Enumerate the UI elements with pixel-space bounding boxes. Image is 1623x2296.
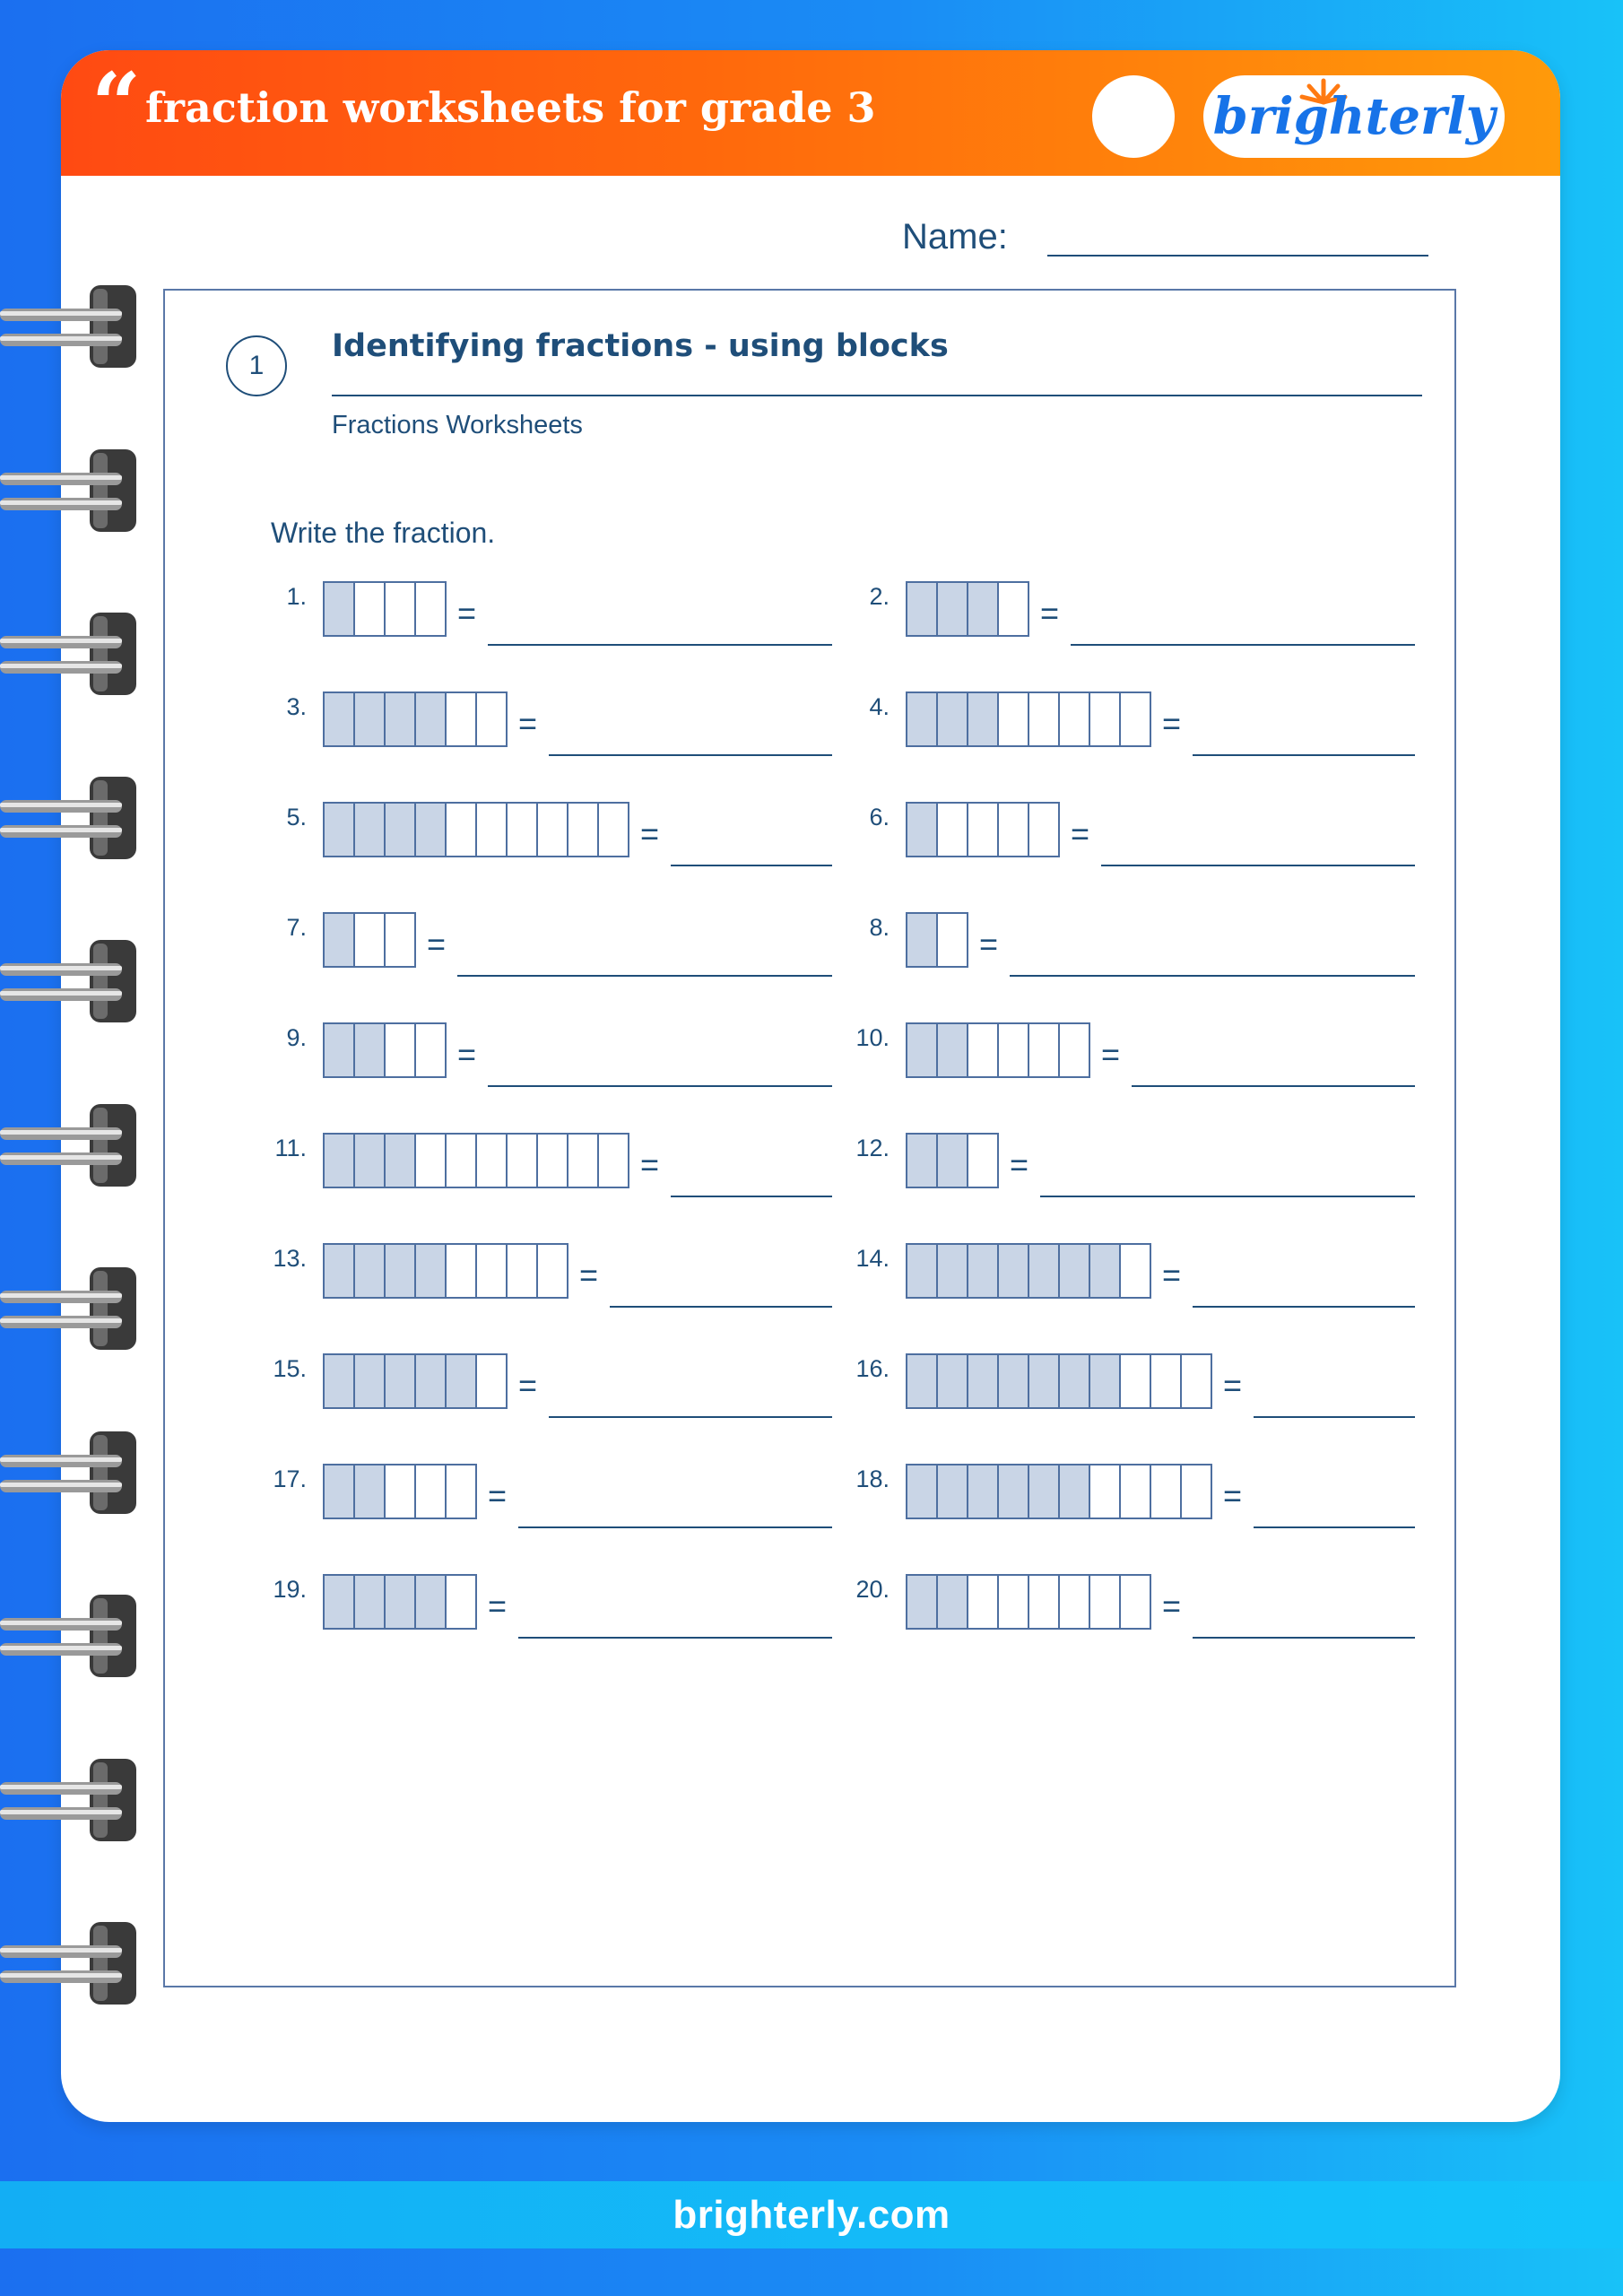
binding-ring-icon bbox=[0, 282, 143, 371]
shaded-block bbox=[906, 1464, 936, 1519]
problem-number: 12. bbox=[855, 1135, 890, 1161]
shaded-block bbox=[936, 691, 967, 747]
fraction-bar bbox=[906, 1464, 1212, 1519]
shaded-block bbox=[936, 1133, 967, 1188]
footer-website[interactable]: brighterly.com bbox=[673, 2193, 950, 2237]
equals-sign: = bbox=[518, 1367, 538, 1404]
problem-number: 5. bbox=[286, 804, 307, 831]
empty-block bbox=[353, 912, 384, 968]
binding-ring-icon bbox=[0, 1428, 143, 1518]
binding-ring-icon bbox=[0, 1918, 143, 2008]
shaded-block bbox=[967, 1353, 997, 1409]
empty-block bbox=[475, 802, 506, 857]
shaded-block bbox=[323, 691, 353, 747]
empty-block bbox=[1028, 691, 1058, 747]
shaded-block bbox=[1058, 1243, 1089, 1299]
empty-block bbox=[967, 1022, 997, 1078]
empty-block bbox=[997, 802, 1028, 857]
worksheet-title: fraction worksheets for grade 3 bbox=[145, 83, 876, 132]
shaded-block bbox=[997, 1353, 1028, 1409]
shaded-block bbox=[967, 1464, 997, 1519]
empty-block bbox=[1058, 1574, 1089, 1630]
fraction-bar bbox=[323, 1464, 477, 1519]
shaded-block bbox=[936, 1574, 967, 1630]
shaded-block bbox=[1028, 1243, 1058, 1299]
empty-block bbox=[967, 1133, 999, 1188]
instruction-text: Write the fraction. bbox=[271, 517, 496, 549]
brand-logo-text: brighterly bbox=[1212, 87, 1496, 146]
shaded-block bbox=[384, 802, 414, 857]
shaded-block bbox=[323, 581, 353, 637]
answer-field[interactable] bbox=[1010, 975, 1415, 977]
empty-block bbox=[353, 581, 384, 637]
shaded-block bbox=[414, 1574, 445, 1630]
problem-number: 14. bbox=[855, 1245, 890, 1272]
answer-field[interactable] bbox=[671, 865, 832, 866]
problem-number: 7. bbox=[286, 914, 307, 941]
empty-block bbox=[1089, 1574, 1119, 1630]
problem-number: 10. bbox=[855, 1024, 890, 1051]
shaded-block bbox=[445, 1353, 475, 1409]
fraction-bar bbox=[323, 1133, 629, 1188]
shaded-block bbox=[323, 1133, 353, 1188]
shaded-block bbox=[353, 1022, 384, 1078]
answer-field[interactable] bbox=[549, 1416, 832, 1418]
empty-block bbox=[1119, 1464, 1150, 1519]
answer-field[interactable] bbox=[1193, 1637, 1415, 1639]
empty-block bbox=[1028, 1022, 1058, 1078]
shaded-block bbox=[936, 1464, 967, 1519]
problem-number: 13. bbox=[273, 1245, 307, 1272]
empty-block bbox=[414, 581, 447, 637]
equals-sign: = bbox=[488, 1477, 508, 1514]
fraction-bar bbox=[323, 912, 416, 968]
fraction-bar bbox=[906, 1243, 1151, 1299]
answer-field[interactable] bbox=[610, 1306, 832, 1308]
empty-block bbox=[1028, 1574, 1058, 1630]
empty-block bbox=[414, 1133, 445, 1188]
equals-sign: = bbox=[640, 815, 660, 852]
shaded-block bbox=[1028, 1464, 1058, 1519]
shaded-block bbox=[323, 1353, 353, 1409]
shaded-block bbox=[353, 1133, 384, 1188]
name-field[interactable] bbox=[1047, 255, 1428, 257]
equals-sign: = bbox=[1223, 1367, 1243, 1404]
shaded-block bbox=[353, 1464, 384, 1519]
shaded-block bbox=[997, 1464, 1028, 1519]
empty-block bbox=[445, 802, 475, 857]
equals-sign: = bbox=[579, 1257, 599, 1293]
shaded-block bbox=[384, 1133, 414, 1188]
shaded-block bbox=[353, 1243, 384, 1299]
shaded-block bbox=[323, 1022, 353, 1078]
shaded-block bbox=[323, 912, 353, 968]
problem-number: 8. bbox=[869, 914, 890, 941]
fraction-bar bbox=[323, 802, 629, 857]
shaded-block bbox=[906, 1574, 936, 1630]
equals-sign: = bbox=[1223, 1477, 1243, 1514]
empty-block bbox=[506, 1133, 536, 1188]
answer-field[interactable] bbox=[1193, 1306, 1415, 1308]
problem-number: 15. bbox=[273, 1355, 307, 1382]
empty-block bbox=[1180, 1464, 1212, 1519]
empty-block bbox=[1058, 691, 1089, 747]
empty-block bbox=[1058, 1022, 1090, 1078]
problem-number: 18. bbox=[855, 1465, 890, 1492]
shaded-block bbox=[353, 802, 384, 857]
shaded-block bbox=[1089, 1243, 1119, 1299]
fraction-bar bbox=[906, 912, 968, 968]
problem-number: 3. bbox=[286, 693, 307, 720]
shaded-block bbox=[906, 1243, 936, 1299]
shaded-block bbox=[353, 691, 384, 747]
quote-icon: “ bbox=[91, 54, 142, 155]
problem-number: 6. bbox=[869, 804, 890, 831]
answer-field[interactable] bbox=[1071, 644, 1415, 646]
fraction-bar bbox=[323, 1353, 508, 1409]
equals-sign: = bbox=[457, 595, 477, 631]
shaded-block bbox=[906, 581, 936, 637]
section-divider bbox=[332, 395, 1422, 396]
empty-block bbox=[536, 802, 567, 857]
answer-field[interactable] bbox=[671, 1196, 832, 1197]
equals-sign: = bbox=[1071, 815, 1090, 852]
empty-block bbox=[506, 1243, 536, 1299]
shaded-block bbox=[353, 1574, 384, 1630]
answer-field[interactable] bbox=[488, 644, 832, 646]
answer-field[interactable] bbox=[1101, 865, 1415, 866]
empty-block bbox=[1119, 1574, 1151, 1630]
problem-number: 9. bbox=[286, 1024, 307, 1051]
empty-block bbox=[1089, 691, 1119, 747]
shaded-block bbox=[1058, 1464, 1089, 1519]
shaded-block bbox=[936, 1353, 967, 1409]
equals-sign: = bbox=[1040, 595, 1060, 631]
shaded-block bbox=[997, 1243, 1028, 1299]
empty-block bbox=[936, 802, 967, 857]
shaded-block bbox=[414, 1353, 445, 1409]
empty-block bbox=[475, 1353, 508, 1409]
shaded-block bbox=[323, 1464, 353, 1519]
shaded-block bbox=[384, 1243, 414, 1299]
empty-block bbox=[536, 1133, 567, 1188]
shaded-block bbox=[1089, 1353, 1119, 1409]
shaded-block bbox=[906, 802, 936, 857]
worksheet-card bbox=[61, 50, 1560, 2122]
equals-sign: = bbox=[427, 926, 447, 962]
shaded-block bbox=[967, 581, 997, 637]
answer-field[interactable] bbox=[457, 975, 832, 977]
shaded-block bbox=[906, 912, 936, 968]
equals-sign: = bbox=[518, 705, 538, 742]
empty-block bbox=[384, 1022, 414, 1078]
empty-block bbox=[1119, 1353, 1150, 1409]
binding-ring-icon bbox=[0, 1264, 143, 1353]
worksheet-header bbox=[61, 50, 1560, 176]
shaded-block bbox=[906, 1022, 936, 1078]
binding-ring-icon bbox=[0, 609, 143, 699]
empty-block bbox=[1119, 691, 1151, 747]
equals-sign: = bbox=[1162, 1587, 1182, 1624]
equals-sign: = bbox=[457, 1036, 477, 1073]
empty-block bbox=[445, 1464, 477, 1519]
answer-field[interactable] bbox=[488, 1085, 832, 1087]
equals-sign: = bbox=[640, 1146, 660, 1183]
empty-block bbox=[475, 1133, 506, 1188]
answer-field[interactable] bbox=[1040, 1196, 1415, 1197]
shaded-block bbox=[936, 1022, 967, 1078]
binding-ring-icon bbox=[0, 936, 143, 1026]
empty-block bbox=[475, 691, 508, 747]
empty-block bbox=[1119, 1243, 1151, 1299]
fraction-bar bbox=[323, 1243, 568, 1299]
header-circle-decoration bbox=[1092, 75, 1175, 158]
empty-block bbox=[597, 802, 629, 857]
empty-block bbox=[1150, 1353, 1180, 1409]
empty-block bbox=[445, 1243, 475, 1299]
problem-number: 2. bbox=[869, 583, 890, 610]
shaded-block bbox=[323, 1243, 353, 1299]
shaded-block bbox=[906, 691, 936, 747]
empty-block bbox=[1089, 1464, 1119, 1519]
shaded-block bbox=[1028, 1353, 1058, 1409]
fraction-bar bbox=[323, 1574, 477, 1630]
problem-number: 11. bbox=[274, 1135, 307, 1161]
empty-block bbox=[384, 1464, 414, 1519]
empty-block bbox=[967, 1574, 997, 1630]
shaded-block bbox=[414, 691, 445, 747]
fraction-bar bbox=[906, 1022, 1090, 1078]
empty-block bbox=[384, 581, 414, 637]
empty-block bbox=[445, 1574, 477, 1630]
binding-ring-icon bbox=[0, 1591, 143, 1681]
binding-ring-icon bbox=[0, 773, 143, 863]
equals-sign: = bbox=[1162, 705, 1182, 742]
shaded-block bbox=[353, 1353, 384, 1409]
equals-sign: = bbox=[1162, 1257, 1182, 1293]
empty-block bbox=[414, 1464, 445, 1519]
fraction-bar bbox=[906, 1574, 1151, 1630]
empty-block bbox=[997, 691, 1028, 747]
empty-block bbox=[567, 1133, 597, 1188]
problem-number: 20. bbox=[855, 1576, 890, 1603]
binding-ring-icon bbox=[0, 1755, 143, 1845]
section-number: 1 bbox=[226, 335, 287, 396]
empty-block bbox=[1150, 1464, 1180, 1519]
problem-number: 19. bbox=[273, 1576, 307, 1603]
shaded-block bbox=[384, 1353, 414, 1409]
binding-ring-icon bbox=[0, 446, 143, 535]
shaded-block bbox=[414, 802, 445, 857]
empty-block bbox=[475, 1243, 506, 1299]
answer-field[interactable] bbox=[1254, 1526, 1415, 1528]
equals-sign: = bbox=[488, 1587, 508, 1624]
empty-block bbox=[414, 1022, 447, 1078]
equals-sign: = bbox=[1101, 1036, 1121, 1073]
empty-block bbox=[997, 581, 1029, 637]
empty-block bbox=[997, 1574, 1028, 1630]
problem-number: 1. bbox=[286, 583, 307, 610]
section-subtitle: Fractions Worksheets bbox=[332, 411, 583, 439]
fraction-bar bbox=[323, 1022, 447, 1078]
brand-logo[interactable] bbox=[1203, 75, 1505, 158]
fraction-bar bbox=[906, 1353, 1212, 1409]
answer-field[interactable] bbox=[1132, 1085, 1415, 1087]
shaded-block bbox=[906, 1133, 936, 1188]
empty-block bbox=[1180, 1353, 1212, 1409]
problem-number: 16. bbox=[855, 1355, 890, 1382]
problem-number: 17. bbox=[273, 1465, 307, 1492]
shaded-block bbox=[906, 1353, 936, 1409]
equals-sign: = bbox=[979, 926, 999, 962]
shaded-block bbox=[323, 1574, 353, 1630]
fraction-bar bbox=[906, 802, 1060, 857]
problem-number: 4. bbox=[869, 693, 890, 720]
empty-block bbox=[506, 802, 536, 857]
shaded-block bbox=[323, 802, 353, 857]
shaded-block bbox=[967, 691, 997, 747]
fraction-bar bbox=[906, 1133, 999, 1188]
empty-block bbox=[597, 1133, 629, 1188]
answer-field[interactable] bbox=[518, 1526, 832, 1528]
fraction-bar bbox=[323, 581, 447, 637]
name-label: Name: bbox=[902, 217, 1008, 257]
binding-ring-icon bbox=[0, 1100, 143, 1190]
fraction-bar bbox=[906, 581, 1029, 637]
empty-block bbox=[445, 1133, 475, 1188]
shaded-block bbox=[967, 1243, 997, 1299]
empty-block bbox=[567, 802, 597, 857]
shaded-block bbox=[414, 1243, 445, 1299]
empty-block bbox=[936, 912, 968, 968]
empty-block bbox=[1028, 802, 1060, 857]
empty-block bbox=[384, 912, 416, 968]
answer-field[interactable] bbox=[518, 1637, 832, 1639]
shaded-block bbox=[384, 691, 414, 747]
shaded-block bbox=[384, 1574, 414, 1630]
empty-block bbox=[967, 802, 997, 857]
empty-block bbox=[445, 691, 475, 747]
equals-sign: = bbox=[1010, 1146, 1029, 1183]
shaded-block bbox=[1058, 1353, 1089, 1409]
shaded-block bbox=[936, 1243, 967, 1299]
empty-block bbox=[997, 1022, 1028, 1078]
fraction-bar bbox=[323, 691, 508, 747]
empty-block bbox=[536, 1243, 568, 1299]
answer-field[interactable] bbox=[1254, 1416, 1415, 1418]
shaded-block bbox=[936, 581, 967, 637]
answer-field[interactable] bbox=[549, 754, 832, 756]
answer-field[interactable] bbox=[1193, 754, 1415, 756]
section-title: Identifying fractions - using blocks bbox=[332, 328, 949, 364]
fraction-bar bbox=[906, 691, 1151, 747]
